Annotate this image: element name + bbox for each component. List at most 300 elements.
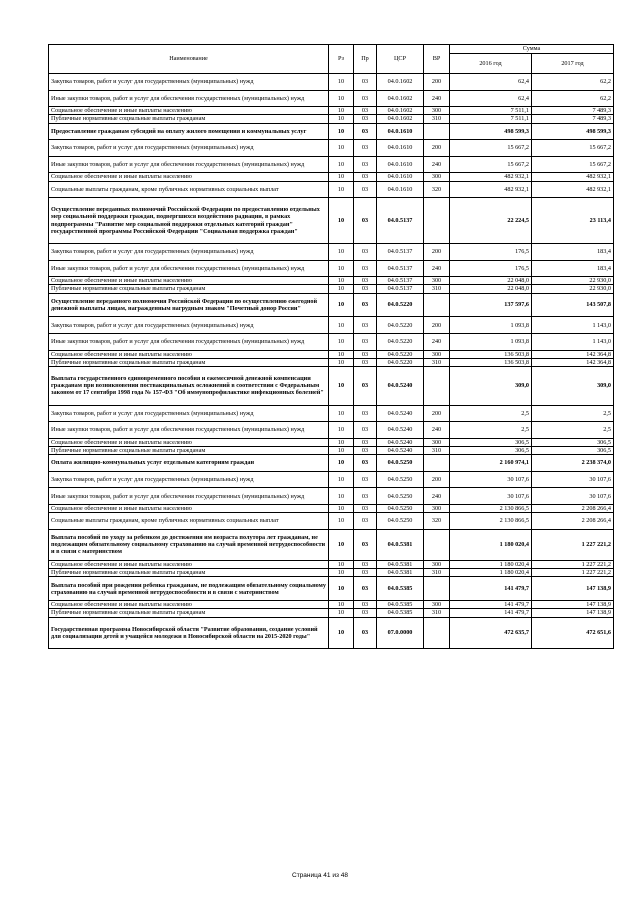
row-2016-cell: 22 048,0	[450, 277, 532, 285]
table-row	[49, 513, 614, 530]
table-row	[49, 74, 614, 91]
row-2017-cell: 147 138,9	[532, 601, 614, 609]
row-pr-cell: 03	[354, 471, 377, 488]
header-pr: Пр	[354, 45, 377, 74]
row-rz-cell: 10	[329, 617, 354, 648]
page-footer: Страница 41 из 48	[292, 872, 348, 879]
row-pr-cell: 03	[354, 277, 377, 285]
row-2017-cell: 309,0	[532, 367, 614, 406]
row-name-cell: Публичные нормативные социальные выплаты гражданам	[49, 569, 329, 577]
header-year-2017: 2017 год	[532, 54, 614, 74]
row-name-cell: Социальное обеспечение и иные выплаты населению	[49, 438, 329, 446]
row-vr-cell	[424, 617, 450, 648]
row-csr-cell: 04.0.1610	[377, 173, 424, 181]
row-2017-cell: 30 107,6	[532, 471, 614, 488]
row-csr-cell: 04.0.5137	[377, 285, 424, 293]
row-pr-cell: 03	[354, 181, 377, 198]
row-csr-cell: 04.0.1602	[377, 115, 424, 123]
row-2016-cell: 136 503,8	[450, 350, 532, 358]
row-pr-cell: 03	[354, 293, 377, 317]
row-csr-cell: 04.0.5220	[377, 358, 424, 366]
row-2017-cell: 15 667,2	[532, 140, 614, 157]
row-vr-cell: 200	[424, 243, 450, 260]
row-2017-cell: 2 238 374,0	[532, 455, 614, 472]
row-2017-cell: 1 227 221,2	[532, 569, 614, 577]
row-2017-cell: 142 364,8	[532, 358, 614, 366]
row-pr-cell: 03	[354, 115, 377, 123]
row-2017-cell: 306,5	[532, 446, 614, 454]
row-vr-cell: 310	[424, 609, 450, 617]
row-pr-cell: 03	[354, 513, 377, 530]
row-2017-cell: 62,2	[532, 90, 614, 107]
row-name-cell: Публичные нормативные социальные выплаты гражданам	[49, 609, 329, 617]
table-row	[49, 446, 614, 454]
row-pr-cell: 03	[354, 198, 377, 244]
row-vr-cell: 200	[424, 140, 450, 157]
row-rz-cell: 10	[329, 488, 354, 505]
row-2017-cell: 472 651,6	[532, 617, 614, 648]
row-vr-cell: 310	[424, 115, 450, 123]
table-row	[49, 156, 614, 173]
row-vr-cell: 300	[424, 560, 450, 568]
row-csr-cell: 04.0.5137	[377, 260, 424, 277]
row-vr-cell: 300	[424, 107, 450, 115]
row-rz-cell: 10	[329, 446, 354, 454]
row-name-cell: Закупка товаров, работ и услуг для государственных (муниципальных) нужд	[49, 243, 329, 260]
row-name-cell: Иные закупки товаров, работ и услуг для обеспечения государственных (муниципальных) нужд	[49, 90, 329, 107]
row-csr-cell: 04.0.5240	[377, 405, 424, 422]
row-rz-cell: 10	[329, 513, 354, 530]
row-2016-cell: 141 479,7	[450, 601, 532, 609]
row-pr-cell: 03	[354, 446, 377, 454]
table-row	[49, 455, 614, 472]
row-name-cell: Публичные нормативные социальные выплаты гражданам	[49, 446, 329, 454]
row-csr-cell: 04.0.1610	[377, 181, 424, 198]
row-pr-cell: 03	[354, 601, 377, 609]
row-csr-cell: 04.0.1602	[377, 74, 424, 91]
row-csr-cell: 04.0.5250	[377, 504, 424, 512]
row-pr-cell: 03	[354, 569, 377, 577]
row-pr-cell: 03	[354, 560, 377, 568]
table-row	[49, 529, 614, 560]
header-year-2016: 2016 год	[450, 54, 532, 74]
row-vr-cell: 310	[424, 358, 450, 366]
row-vr-cell: 240	[424, 156, 450, 173]
row-pr-cell: 03	[354, 617, 377, 648]
row-name-cell: Социальное обеспечение и иные выплаты населению	[49, 173, 329, 181]
table-row	[49, 90, 614, 107]
row-pr-cell: 03	[354, 422, 377, 439]
row-name-cell: Публичные нормативные социальные выплаты гражданам	[49, 115, 329, 123]
row-rz-cell: 10	[329, 405, 354, 422]
row-2016-cell: 306,5	[450, 446, 532, 454]
row-csr-cell: 04.0.5385	[377, 601, 424, 609]
row-vr-cell: 310	[424, 569, 450, 577]
row-name-cell: Иные закупки товаров, работ и услуг для обеспечения государственных (муниципальных) нужд	[49, 334, 329, 351]
table-row	[49, 198, 614, 244]
row-csr-cell: 04.0.5240	[377, 422, 424, 439]
row-csr-cell: 04.0.5250	[377, 471, 424, 488]
row-vr-cell: 300	[424, 504, 450, 512]
row-name-cell: Социальные выплаты гражданам, кроме публичных нормативных социальных выплат	[49, 181, 329, 198]
row-vr-cell: 300	[424, 173, 450, 181]
row-2016-cell: 141 479,7	[450, 577, 532, 601]
table-row	[49, 123, 614, 140]
row-csr-cell: 04.0.5385	[377, 609, 424, 617]
row-pr-cell: 03	[354, 90, 377, 107]
row-name-cell: Публичные нормативные социальные выплаты гражданам	[49, 358, 329, 366]
row-pr-cell: 03	[354, 107, 377, 115]
header-vr: ВР	[424, 45, 450, 74]
row-name-cell: Выплата пособий при рождении ребенка гражданам, не подлежащим обязательному социальному страхованию на случай временной нетрудоспособности и в связи с материнством	[49, 577, 329, 601]
row-csr-cell: 04.0.5381	[377, 529, 424, 560]
row-vr-cell	[424, 198, 450, 244]
row-csr-cell: 04.0.5240	[377, 438, 424, 446]
row-rz-cell: 10	[329, 471, 354, 488]
row-pr-cell: 03	[354, 260, 377, 277]
row-2016-cell: 62,4	[450, 74, 532, 91]
row-rz-cell: 10	[329, 569, 354, 577]
row-2017-cell: 7 489,3	[532, 115, 614, 123]
table-row	[49, 488, 614, 505]
row-2016-cell: 7 511,1	[450, 107, 532, 115]
row-2017-cell: 306,5	[532, 438, 614, 446]
row-rz-cell: 10	[329, 504, 354, 512]
row-2017-cell: 1 143,0	[532, 334, 614, 351]
row-2016-cell: 137 597,6	[450, 293, 532, 317]
row-2016-cell: 2 130 866,5	[450, 513, 532, 530]
row-rz-cell: 10	[329, 173, 354, 181]
row-vr-cell: 320	[424, 181, 450, 198]
row-name-cell: Закупка товаров, работ и услуг для государственных (муниципальных) нужд	[49, 405, 329, 422]
row-pr-cell: 03	[354, 74, 377, 91]
row-2017-cell: 30 107,6	[532, 488, 614, 505]
row-vr-cell	[424, 123, 450, 140]
row-name-cell: Осуществление переданных полномочий Российской Федерации по предоставлению отдельных мер социальной поддержки граждан, подвергшихся воздействию радиации, в рамках подпрограммы "Развитие мер социальной поддержки отдельных категорий граждан" государственной программы Российской Федерации "Социальная поддержка граждан"	[49, 198, 329, 244]
row-rz-cell: 10	[329, 577, 354, 601]
row-pr-cell: 03	[354, 317, 377, 334]
row-rz-cell: 10	[329, 277, 354, 285]
table-row	[49, 350, 614, 358]
table-row	[49, 243, 614, 260]
row-rz-cell: 10	[329, 560, 354, 568]
row-rz-cell: 10	[329, 107, 354, 115]
row-rz-cell: 10	[329, 334, 354, 351]
row-rz-cell: 10	[329, 422, 354, 439]
row-vr-cell: 300	[424, 277, 450, 285]
row-name-cell: Социальные выплаты гражданам, кроме публичных нормативных социальных выплат	[49, 513, 329, 530]
row-pr-cell: 03	[354, 334, 377, 351]
row-name-cell: Социальное обеспечение и иные выплаты населению	[49, 504, 329, 512]
row-2017-cell: 22 930,0	[532, 285, 614, 293]
table-row	[49, 560, 614, 568]
row-2016-cell: 472 635,7	[450, 617, 532, 648]
row-2017-cell: 142 364,8	[532, 350, 614, 358]
row-rz-cell: 10	[329, 317, 354, 334]
row-rz-cell: 10	[329, 293, 354, 317]
row-2017-cell: 1 227 221,2	[532, 529, 614, 560]
row-rz-cell: 10	[329, 455, 354, 472]
row-2017-cell: 1 227 221,2	[532, 560, 614, 568]
row-vr-cell: 240	[424, 488, 450, 505]
row-name-cell: Государственная программа Новосибирской области "Развитие образования, создание условий для социализации детей и учащейся молодежи в Новосибирской области на 2015-2020 годы"	[49, 617, 329, 648]
row-vr-cell: 200	[424, 74, 450, 91]
row-csr-cell: 04.0.5381	[377, 569, 424, 577]
row-vr-cell	[424, 455, 450, 472]
row-csr-cell: 04.0.5220	[377, 334, 424, 351]
row-2016-cell: 22 048,0	[450, 285, 532, 293]
row-vr-cell	[424, 577, 450, 601]
row-pr-cell: 03	[354, 140, 377, 157]
table-row	[49, 504, 614, 512]
row-rz-cell: 10	[329, 529, 354, 560]
row-2016-cell: 2 160 974,1	[450, 455, 532, 472]
row-csr-cell: 04.0.1602	[377, 90, 424, 107]
row-2017-cell: 2 208 266,4	[532, 513, 614, 530]
row-2016-cell: 1 093,8	[450, 317, 532, 334]
table-row	[49, 277, 614, 285]
row-2016-cell: 1 180 020,4	[450, 560, 532, 568]
row-rz-cell: 10	[329, 156, 354, 173]
row-2016-cell: 15 667,2	[450, 156, 532, 173]
row-vr-cell: 240	[424, 90, 450, 107]
row-2016-cell: 482 932,1	[450, 181, 532, 198]
row-csr-cell: 04.0.5220	[377, 317, 424, 334]
row-2016-cell: 176,5	[450, 243, 532, 260]
row-vr-cell: 310	[424, 446, 450, 454]
row-vr-cell: 240	[424, 422, 450, 439]
row-rz-cell: 10	[329, 243, 354, 260]
table-row	[49, 140, 614, 157]
row-2016-cell: 309,0	[450, 367, 532, 406]
row-rz-cell: 10	[329, 367, 354, 406]
row-pr-cell: 03	[354, 173, 377, 181]
row-vr-cell: 200	[424, 471, 450, 488]
row-vr-cell	[424, 293, 450, 317]
budget-table	[48, 44, 614, 649]
row-rz-cell: 10	[329, 358, 354, 366]
row-vr-cell: 300	[424, 438, 450, 446]
row-pr-cell: 03	[354, 350, 377, 358]
row-2017-cell: 183,4	[532, 260, 614, 277]
row-2016-cell: 1 093,8	[450, 334, 532, 351]
row-vr-cell: 200	[424, 317, 450, 334]
table-row	[49, 107, 614, 115]
row-2017-cell: 2,5	[532, 422, 614, 439]
row-vr-cell	[424, 529, 450, 560]
row-csr-cell: 04.0.1610	[377, 156, 424, 173]
row-pr-cell: 03	[354, 455, 377, 472]
table-row	[49, 471, 614, 488]
row-2016-cell: 2,5	[450, 422, 532, 439]
row-pr-cell: 03	[354, 488, 377, 505]
row-rz-cell: 10	[329, 115, 354, 123]
row-2016-cell: 498 599,3	[450, 123, 532, 140]
row-rz-cell: 10	[329, 90, 354, 107]
row-2017-cell: 482 932,1	[532, 173, 614, 181]
row-csr-cell: 04.0.5240	[377, 446, 424, 454]
row-rz-cell: 10	[329, 181, 354, 198]
table-row	[49, 577, 614, 601]
row-2017-cell: 143 507,8	[532, 293, 614, 317]
row-rz-cell: 10	[329, 123, 354, 140]
row-2016-cell: 176,5	[450, 260, 532, 277]
row-rz-cell: 10	[329, 285, 354, 293]
table-row	[49, 334, 614, 351]
row-pr-cell: 03	[354, 156, 377, 173]
row-vr-cell: 300	[424, 350, 450, 358]
row-rz-cell: 10	[329, 350, 354, 358]
row-name-cell: Социальное обеспечение и иные выплаты населению	[49, 601, 329, 609]
row-2016-cell: 15 667,2	[450, 140, 532, 157]
table-row	[49, 173, 614, 181]
row-vr-cell: 320	[424, 513, 450, 530]
row-csr-cell: 07.0.0000	[377, 617, 424, 648]
row-rz-cell: 10	[329, 601, 354, 609]
row-name-cell: Иные закупки товаров, работ и услуг для обеспечения государственных (муниципальных) нужд	[49, 156, 329, 173]
document-page	[48, 44, 613, 649]
row-2016-cell: 7 511,1	[450, 115, 532, 123]
row-csr-cell: 04.0.5220	[377, 350, 424, 358]
table-row	[49, 260, 614, 277]
row-csr-cell: 04.0.1610	[377, 123, 424, 140]
row-pr-cell: 03	[354, 577, 377, 601]
row-2016-cell: 141 479,7	[450, 609, 532, 617]
row-csr-cell: 04.0.5381	[377, 560, 424, 568]
table-row	[49, 181, 614, 198]
row-name-cell: Социальное обеспечение и иные выплаты населению	[49, 107, 329, 115]
table-row	[49, 609, 614, 617]
row-2016-cell: 22 224,5	[450, 198, 532, 244]
row-pr-cell: 03	[354, 405, 377, 422]
row-csr-cell: 04.0.5137	[377, 198, 424, 244]
row-2017-cell: 1 143,0	[532, 317, 614, 334]
row-2016-cell: 1 180 020,4	[450, 569, 532, 577]
table-row	[49, 358, 614, 366]
row-name-cell: Оплата жилищно-коммунальных услуг отдельным категориям граждан	[49, 455, 329, 472]
row-2017-cell: 23 113,4	[532, 198, 614, 244]
row-2017-cell: 2 208 266,4	[532, 504, 614, 512]
row-name-cell: Выплата государственного единовременного пособия и ежемесячной денежной компенсации гражданам при возникновении поствакцинальных осложнений в соответствии с Федеральным законом от 17 сентября 1998 года № 157-ФЗ "Об иммунопрофилактике инфекционных болезней"	[49, 367, 329, 406]
row-2017-cell: 22 930,0	[532, 277, 614, 285]
row-name-cell: Социальное обеспечение и иные выплаты населению	[49, 277, 329, 285]
table-row	[49, 405, 614, 422]
row-name-cell: Предоставление гражданам субсидий на оплату жилого помещения и коммунальных услуг	[49, 123, 329, 140]
row-pr-cell: 03	[354, 609, 377, 617]
row-csr-cell: 04.0.5250	[377, 513, 424, 530]
row-csr-cell: 04.0.5137	[377, 243, 424, 260]
row-rz-cell: 10	[329, 260, 354, 277]
row-pr-cell: 03	[354, 367, 377, 406]
table-row	[49, 617, 614, 648]
row-rz-cell: 10	[329, 198, 354, 244]
table-row	[49, 569, 614, 577]
row-name-cell: Закупка товаров, работ и услуг для государственных (муниципальных) нужд	[49, 317, 329, 334]
row-2016-cell: 136 503,8	[450, 358, 532, 366]
row-rz-cell: 10	[329, 74, 354, 91]
row-pr-cell: 03	[354, 243, 377, 260]
row-2016-cell: 30 107,6	[450, 488, 532, 505]
row-2016-cell: 1 180 020,4	[450, 529, 532, 560]
row-2017-cell: 183,4	[532, 243, 614, 260]
row-vr-cell: 240	[424, 334, 450, 351]
row-name-cell: Иные закупки товаров, работ и услуг для обеспечения государственных (муниципальных) нужд	[49, 422, 329, 439]
table-row	[49, 115, 614, 123]
row-vr-cell	[424, 367, 450, 406]
row-pr-cell: 03	[354, 504, 377, 512]
row-csr-cell: 04.0.1610	[377, 140, 424, 157]
row-rz-cell: 10	[329, 438, 354, 446]
row-name-cell: Социальное обеспечение и иные выплаты населению	[49, 350, 329, 358]
row-name-cell: Иные закупки товаров, работ и услуг для обеспечения государственных (муниципальных) нужд	[49, 488, 329, 505]
row-name-cell: Закупка товаров, работ и услуг для государственных (муниципальных) нужд	[49, 471, 329, 488]
row-vr-cell: 200	[424, 405, 450, 422]
row-rz-cell: 10	[329, 609, 354, 617]
row-2017-cell: 2,5	[532, 405, 614, 422]
row-vr-cell: 300	[424, 601, 450, 609]
row-name-cell: Публичные нормативные социальные выплаты гражданам	[49, 285, 329, 293]
row-2017-cell: 62,2	[532, 74, 614, 91]
row-name-cell: Иные закупки товаров, работ и услуг для обеспечения государственных (муниципальных) нужд	[49, 260, 329, 277]
table-body	[49, 74, 614, 649]
row-2016-cell: 306,5	[450, 438, 532, 446]
row-2016-cell: 30 107,6	[450, 471, 532, 488]
row-2017-cell: 147 138,9	[532, 577, 614, 601]
row-pr-cell: 03	[354, 358, 377, 366]
table-row	[49, 293, 614, 317]
row-2016-cell: 2,5	[450, 405, 532, 422]
row-2016-cell: 62,4	[450, 90, 532, 107]
row-pr-cell: 03	[354, 285, 377, 293]
row-csr-cell: 04.0.5385	[377, 577, 424, 601]
header-name: Наименование	[49, 45, 329, 74]
row-2017-cell: 482 932,1	[532, 181, 614, 198]
row-pr-cell: 03	[354, 438, 377, 446]
row-name-cell: Осуществление переданного полномочия Российской Федерации по осуществлению ежегодной денежной выплаты лицам, награжденным нагрудным знаком "Почетный донор России"	[49, 293, 329, 317]
row-csr-cell: 04.0.5250	[377, 455, 424, 472]
row-2017-cell: 7 489,3	[532, 107, 614, 115]
row-2016-cell: 482 932,1	[450, 173, 532, 181]
row-2016-cell: 2 130 866,5	[450, 504, 532, 512]
row-pr-cell: 03	[354, 529, 377, 560]
row-2017-cell: 147 138,9	[532, 609, 614, 617]
table-row	[49, 317, 614, 334]
row-name-cell: Социальное обеспечение и иные выплаты населению	[49, 560, 329, 568]
table-row	[49, 601, 614, 609]
row-rz-cell: 10	[329, 140, 354, 157]
row-csr-cell: 04.0.5250	[377, 488, 424, 505]
row-name-cell: Закупка товаров, работ и услуг для государственных (муниципальных) нужд	[49, 140, 329, 157]
row-name-cell: Выплата пособий по уходу за ребенком до достижения им возраста полутора лет гражданам, не подлежащим обязательному социальному страхованию на случай временной нетрудоспособности и в связи с материнством	[49, 529, 329, 560]
table-row	[49, 422, 614, 439]
row-vr-cell: 240	[424, 260, 450, 277]
table-row	[49, 285, 614, 293]
row-csr-cell: 04.0.5137	[377, 277, 424, 285]
row-2017-cell: 15 667,2	[532, 156, 614, 173]
header-csr: ЦСР	[377, 45, 424, 74]
header-rz: Рз	[329, 45, 354, 74]
row-name-cell: Закупка товаров, работ и услуг для государственных (муниципальных) нужд	[49, 74, 329, 91]
header-sum: Сумма	[450, 45, 614, 54]
row-csr-cell: 04.0.1602	[377, 107, 424, 115]
row-csr-cell: 04.0.5220	[377, 293, 424, 317]
row-pr-cell: 03	[354, 123, 377, 140]
table-row	[49, 367, 614, 406]
table-row	[49, 438, 614, 446]
row-2017-cell: 498 599,3	[532, 123, 614, 140]
row-vr-cell: 310	[424, 285, 450, 293]
row-csr-cell: 04.0.5240	[377, 367, 424, 406]
